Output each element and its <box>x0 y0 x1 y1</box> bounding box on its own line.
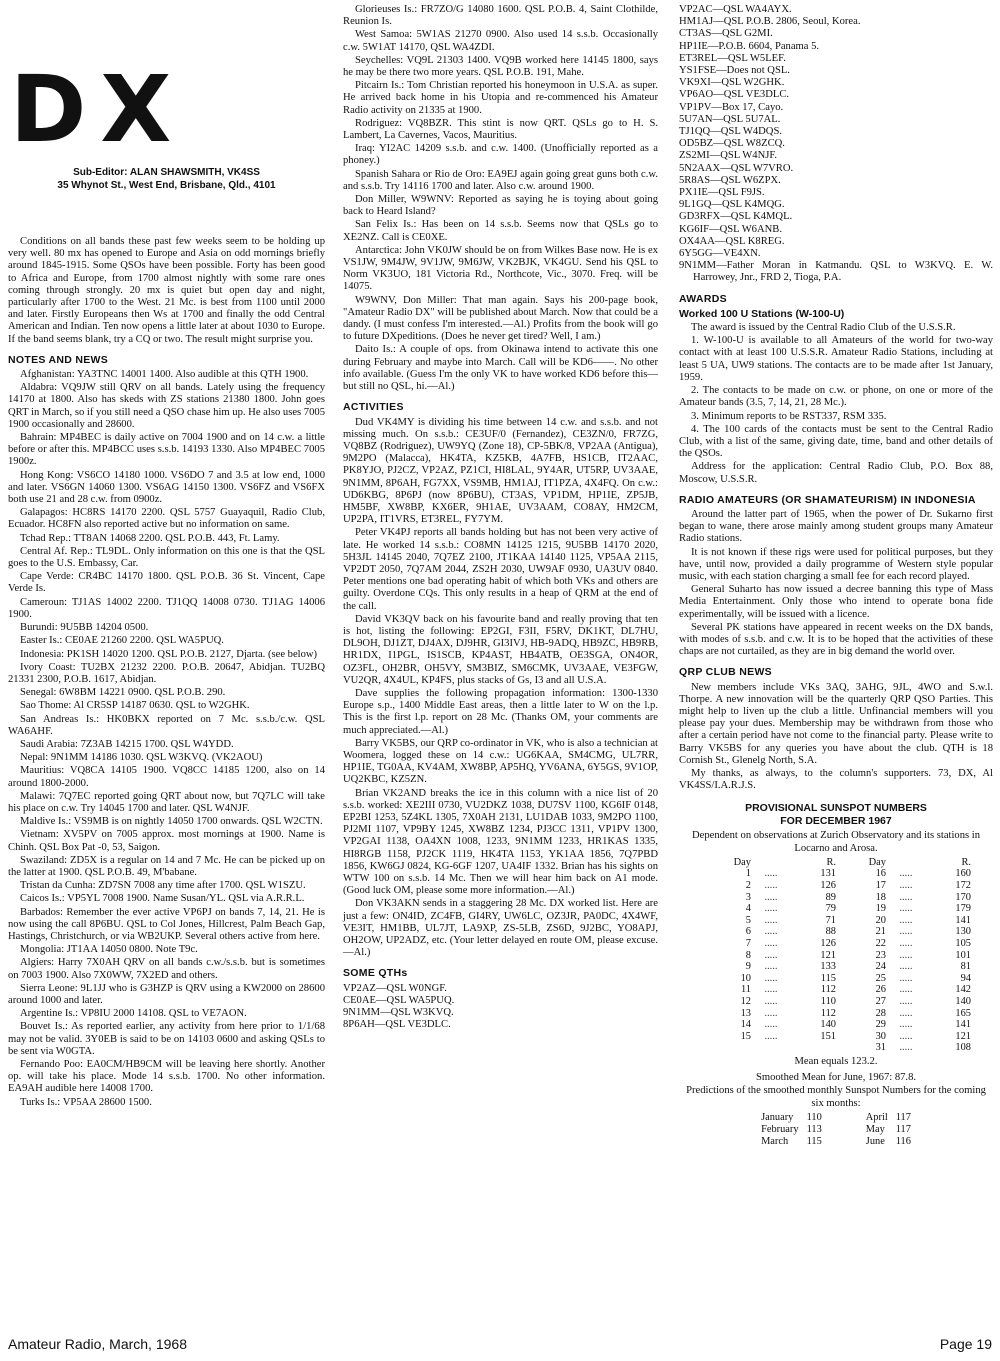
sunspot-cell: 89 <box>825 891 836 903</box>
sunspot-row <box>701 1042 971 1054</box>
news-item: Hong Kong: VS6CO 14180 1000. VS6DO 7 and 3.5 at low end, 1000 and later. VS6GN 14060 1300. VS6AG 14150 1300. VS6FZ and VS6FX both use 21 and 28 c.w. from 0900z. <box>8 469 325 506</box>
sunspot-cell: 18 <box>875 891 886 903</box>
sunspot-cell: 27 <box>875 995 886 1007</box>
prediction-month: January <box>761 1111 794 1123</box>
news-item: Don Miller, W9WNV: Reported as saying he is toying about going back to Heard Island? <box>343 194 658 218</box>
news-item: Pitcairn Is.: Tom Christian reported his honeymoon in U.S.A. as super. He arrived back home in his Utopia and re-commenced his Amateur Radio activity on 21335 at 1900. <box>343 80 658 116</box>
sunspot-cell: 88 <box>825 926 836 938</box>
news-item: Central Af. Rep.: TL9DL. Only information on this one is that the QSL goes to the U.S. Embassy, Car. <box>8 545 325 570</box>
sunspot-cell: 15 <box>740 1030 751 1042</box>
prediction-month: April <box>865 1111 888 1123</box>
sunspot-cell: 19 <box>875 903 886 915</box>
news-item: Sao Thome: Al CR5SP 14187 0630. QSL to W2GHK. <box>20 700 250 712</box>
award-rule: 4. The 100 cards of the contacts must be sent to the Central Radio Club, with a list of the same, giving date, time, band and other details of the QSOs. <box>679 423 993 460</box>
qth-entry: 9L1GQ—QSL K4MQG. <box>679 199 785 211</box>
sunspot-header-row <box>701 857 971 869</box>
qth-entry: HP1IE—P.O.B. 6604, Panama 5. <box>679 40 820 52</box>
news-item: Iraq: YI2AC 14209 s.s.b. and c.w. 1400. (Unofficially reported as a phoney.) <box>343 143 658 167</box>
subeditor-line: Sub-Editor: ALAN SHAWSMITH, VK4SS <box>73 167 260 178</box>
sunspot-row <box>701 892 971 904</box>
column-title: DX <box>10 56 186 163</box>
qth-entry: OX4AA—QSL K8REG. <box>679 235 785 247</box>
leader-dots: ..... <box>764 995 778 1007</box>
award-rule: 3. Minimum reports to be RST337, RSM 335. <box>691 410 887 422</box>
news-item: Barbados: Remember the ever active VP6PJ on bands 7, 14, 21. He is now using the call 8P6BU. QSL to Col Jones, Hillcrest, Palm Beach Gap, Hastings, Christchurch, or via WB2UKP. Several others active from here. <box>8 906 325 942</box>
news-item: Glorieuses Is.: FR7ZO/G 14080 1600. QSL P.O.B. 4, Saint Clothilde, Reunion Is. <box>343 4 658 28</box>
sunspot-cell: 133 <box>820 961 836 973</box>
news-item: Mauritius: VQ8CA 14105 1900. VQ8CC 14185 1200, also on 14 around 1800-2000. <box>8 765 325 789</box>
qth-entry: CT3AS—QSL G2MI. <box>679 28 773 40</box>
sunspot-row <box>701 926 971 938</box>
leader-dots <box>751 1042 791 1054</box>
section-heading-notes: NOTES AND NEWS <box>8 353 109 366</box>
prediction-value: 113 <box>806 1123 822 1135</box>
qth-entry: HM1AJ—QSL P.O.B. 2806, Seoul, Korea. <box>679 16 861 28</box>
sunspot-cell: 10 <box>740 972 751 984</box>
qth-entry: VK9XI—QSL W2GHK. <box>679 77 785 89</box>
prediction-value: 110 <box>806 1111 822 1123</box>
prediction-month: May <box>865 1123 885 1135</box>
sunspot-cell: 31 <box>875 1042 886 1054</box>
sunspot-cell: 151 <box>820 1030 836 1042</box>
leader-dots: ..... <box>764 1019 778 1031</box>
section-heading-activities: ACTIVITIES <box>343 401 404 414</box>
news-item: Mongolia: JT1AA 14050 0800. Note T9c. <box>20 944 198 956</box>
leader-dots: ..... <box>764 891 778 903</box>
sunspot-cell: 13 <box>740 1007 751 1019</box>
sunspot-cell: 79 <box>825 903 836 915</box>
sunspot-cell: 7 <box>745 937 751 949</box>
sunspot-cell: 17 <box>875 879 886 891</box>
sunspot-cell: 8 <box>745 949 751 961</box>
sunspot-row <box>701 938 971 950</box>
article-paragraph: General Suharto has now issued a decree banning this type of Mass Media Entertainment. Only those who intend to operate bona fide experimentally, will be issued with a licence. <box>679 584 993 620</box>
news-item: Seychelles: VQ9L 21303 1400. VQ9B worked here 14145 1800, says he may be there two more years. QSL P.O.B. 191, Mahe. <box>343 54 658 79</box>
sunspot-cell: 21 <box>875 926 886 938</box>
sunspot-cell: 105 <box>955 937 971 949</box>
news-item: West Samoa: 5W1AS 21270 0900. Also used 14 s.s.b. Occasionally c.w. 5W1AT 14170, QSL WA4ZDI. <box>343 29 658 53</box>
sunspot-cell: 112 <box>820 1007 836 1019</box>
qth-entry: 5U7AN—QSL 5U7AL. <box>679 113 781 125</box>
article-paragraph: It is not known if these rigs were used for political purposes, but they have, until now, provided a daily programme of Western style popular music, with each station charging a small fee for each record played. <box>679 546 993 582</box>
leader-dots: ..... <box>764 949 778 961</box>
news-item: Turks Is.: VP5AA 28600 1500. <box>20 1096 152 1108</box>
sunspot-cell: 160 <box>955 868 971 880</box>
sunspot-cell <box>791 1042 836 1054</box>
qth-entry: 6Y5GG—VE4XN. <box>679 248 761 260</box>
qths-list <box>343 983 658 1032</box>
sunspot-cell: 23 <box>875 949 886 961</box>
leader-dots: ..... <box>899 1030 913 1042</box>
news-item: Afghanistan: YA3TNC 14001 1400. Also audible at this QTH 1900. <box>20 369 309 381</box>
sunspot-cell: 141 <box>955 1019 971 1031</box>
qth-entry: VP2AC—QSL WA4AYX. <box>679 4 792 15</box>
column-1 <box>8 236 325 1110</box>
prediction-month: June <box>865 1135 885 1147</box>
column-3 <box>679 4 993 1148</box>
leader-dots: ..... <box>899 868 913 880</box>
news-item: Senegal: 6W8BM 14221 0900. QSL P.O.B. 290. <box>20 687 226 699</box>
award-rule: 2. The contacts to be made on c.w. or phone, on one or more of the Amateur bands (3.5, 7, 14, 21, 28 Mc.). <box>679 385 993 409</box>
leader-dots: ..... <box>899 914 913 926</box>
news-item: Cape Verde: CR4BC 14170 1800. QSL P.O.B. 36 St. Vincent, Cape Verde Is. <box>8 571 325 595</box>
sunspot-cell: 25 <box>875 972 886 984</box>
news-item: Argentine Is.: VP8IU 2000 14108. QSL to VE7AON. <box>20 1008 247 1020</box>
award-rule: The award is issued by the Central Radio Club of the U.S.S.R. <box>691 322 956 334</box>
qth-entry: KG6IF—QSL W6ANB. <box>679 223 782 235</box>
sunspot-title-line-2: FOR DECEMBER 1967 <box>780 815 892 828</box>
sunspot-cell: 71 <box>825 914 836 926</box>
sunspot-cell: 170 <box>955 891 971 903</box>
sunspot-cell: 94 <box>960 972 971 984</box>
sunspot-cell: 9 <box>745 961 751 973</box>
leader-dots: ..... <box>764 926 778 938</box>
sunspot-cell: 126 <box>820 879 836 891</box>
sunspot-cell: 16 <box>875 868 886 880</box>
qth-entry: GD3RFX—QSL K4MQL. <box>679 211 793 223</box>
sunspot-cell: 22 <box>875 937 886 949</box>
section-heading-qths: SOME QTHs <box>343 967 408 980</box>
qth-entry: OD5BZ—QSL W8ZCQ. <box>679 138 785 150</box>
sunspot-cell: 11 <box>740 984 751 996</box>
award-rule: 1. W-100-U is available to all Amateurs of the world for two-way contact with at least 100 U.S.S.R. Amateur Radio Stations, including at least 5 UA, UW9 stations. The contacts are to be made after 1st January, 1959. <box>679 335 993 383</box>
activity-paragraph: Dave supplies the following propagation information: 1300-1330 Europe s.p., 1400 Middle East areas, then a little later to W on the l.p. This is the first l.p. report on 28 Mc. (Thanks OM, your comments are much appreciated.—Al.) <box>343 687 658 736</box>
news-item: Nepal: 9N1MM 14186 1030. QSL W3KVQ. (VK2AOU) <box>20 752 263 764</box>
sunspot-cell: 6 <box>745 926 751 938</box>
sunspot-row <box>701 1008 971 1020</box>
sunspot-cell: 110 <box>820 995 836 1007</box>
masthead <box>8 56 325 192</box>
prediction-value: 116 <box>895 1135 911 1147</box>
news-item: Burundi: 9U5BB 14204 0500. <box>20 622 149 634</box>
sunspot-cell: 130 <box>955 926 971 938</box>
column-2 <box>343 4 658 1031</box>
sunspot-cell: 115 <box>820 972 836 984</box>
news-item: Maldive Is.: VS9MB is on nightly 14050 1700 onwards. QSL W2CTN. <box>20 816 323 828</box>
sunspot-row <box>701 984 971 996</box>
sunspot-cell: 140 <box>955 995 971 1007</box>
awards-list <box>679 322 993 486</box>
activities-list <box>343 417 658 960</box>
sunspot-title-line-1: PROVISIONAL SUNSPOT NUMBERS <box>745 802 927 815</box>
news-item: Indonesia: PK1SH 14020 1200. QSL P.O.B. 2127, Djarta. (see below) <box>20 648 318 660</box>
sunspot-cell: 29 <box>875 1019 886 1031</box>
leader-dots: ..... <box>764 868 778 880</box>
sunspot-row <box>701 1031 971 1043</box>
activity-paragraph: Brian VK2AND breaks the ice in this column with a nice list of 20 s.s.b. worked: XE2III 0730, VU2DKZ 1038, DU7SV 1100, KG6IF 0148, EP2BI 1253, 5Z4KL 1305, 7X0AH 2131, LU1DAB 1033, 9M2PO 1100, PJ2MI 1107, VP9BY 1245, XW8BZ 1234, PJ3CC 1311, VP1PV 1300, VP2GAI 1138, OA4XN 1008, 1233, 9N1MM 1233, HR1KAS 1335, HI8RGB 1158, PJ2CK 1119, HK4TA 1153, YK1AA 1856, 7Q7PBD 1856, KW6GJ 0824, KG-6GF 1207, UA4IF 1332. Brian has his sights on WTW 100 on s.s.b. 14 Mc. Then we will hear him back on A1 mode. (Good luck OM, please some more information.—Al.) <box>343 787 658 897</box>
activity-paragraph: Don VK3AKN sends in a staggering 28 Mc. DX worked list. Here are just a few: ON4ID, ZC4FB, GI4RY, UW6LC, OZ3JR, PA0DC, 4X4WF, VE3IT, HM1BB, UL7JT, LA9XP, ZS-5LB, ZS6D, 9J2BC, YO8APJ, OH2OW, UP2ADZ, etc. (Your letter delayed en route OM, please excuse.—Al.) <box>343 898 658 959</box>
footer-page-number: Page 19 <box>939 1336 992 1352</box>
qth-entry: ET3REL—QSL W5LEF. <box>679 52 786 64</box>
sunspot-row <box>701 903 971 915</box>
leader-dots: ..... <box>764 914 778 926</box>
sunspot-cell: 121 <box>955 1030 971 1042</box>
news-item: Aldabra: VQ9JW still QRV on all bands. Lately using the frequency 14170 at 1800. Also has skeds with ZS stations 21380 1800. John goes QRT in March, so if you still need a QSO chase him up. He also uses 7005 1900 occasionally and 28600. <box>8 382 325 430</box>
activity-paragraph: Barry VK5BS, our QRP co-ordinator in VK, who is also a technician at Woomera, logged these on 14 c.w.: UG6KAA, SM4CMG, UL7RR, HP1IE, TG0AA, KV4AM, XW8BP, AP5HQ, YV6ANA, 6Y5GS, 9V1OP, UQ2KBC, KZ5ZN. <box>343 737 658 786</box>
sunspot-cell: 14 <box>740 1019 751 1031</box>
leader-dots: ..... <box>899 1042 913 1054</box>
leader-dots: ..... <box>899 1007 913 1019</box>
sunspot-intro: Dependent on observations at Zurich Observatory and its stations in Locarno and Arosa. <box>691 830 981 854</box>
news-item: Spanish Sahara or Rio de Oro: EA9EJ again going great guns both c.w. and s.s.b. Try 14116 1700 and later. Also c.w. around 1900. <box>343 168 658 192</box>
predictions-table <box>757 1112 915 1148</box>
sunspot-cell: 3 <box>745 891 751 903</box>
sunspot-cell: 131 <box>820 868 836 880</box>
article-paragraph: Several PK stations have appeared in recent weeks on the DX bands, with modes of s.s.b. and c.w. It is to be hoped that the activities of these chaps are not curtailed, as they are in big demand the world over. <box>679 621 993 658</box>
leader-dots: ..... <box>899 937 913 949</box>
sunspot-row <box>701 996 971 1008</box>
leader-dots: ..... <box>764 937 778 949</box>
news-item: San Andreas Is.: HK0BKX reported on 7 Mc. s.s.b./c.w. QSL WA6AHF. <box>8 713 325 737</box>
sunspot-cell: 108 <box>955 1042 971 1054</box>
news-item: Malawi: 7Q7EC reported going QRT about now, but 7Q7LC will take his place on c.w. Try 14045 1700 and later. QSL W4NJF. <box>8 790 325 814</box>
qth-entry: 9N1MM—Father Moran in Katmandu. QSL to W3KVQ. E. W. Harrowey, Jnr., FRD 2, Tioga, P.A. <box>679 260 993 284</box>
subeditor-address: 35 Whynot St., West End, Brisbane, Qld., 4101 <box>57 180 276 191</box>
sunspot-row <box>701 868 971 880</box>
prediction-row <box>757 1136 915 1148</box>
qsl-list <box>679 4 993 285</box>
news-item: Cameroun: TJ1AS 14002 2200. TJ1QQ 14008 0730. TJ1AG 14006 1900. <box>8 596 325 620</box>
qth-entry: 5R8AS—QSL W6ZPX. <box>679 174 781 186</box>
leader-dots: ..... <box>899 891 913 903</box>
news-item: Fernando Poo: EA0CM/HB9CM will be leaving here shortly. Another op. will take his place. Mode 14 s.s.b. 1700. No other information. EA9AH audible here 14008 1700. <box>8 1059 325 1095</box>
news-item: Tristan da Cunha: ZD7SN 7008 any time after 1700. QSL W1SZU. <box>20 880 306 892</box>
notes-list <box>8 369 325 1109</box>
sunspot-cell: 172 <box>955 879 971 891</box>
sunspot-cell: 121 <box>820 949 836 961</box>
news-item: Swaziland: ZD5X is a regular on 14 and 7 Mc. He can be picked up on the latter at 1900. QSL P.O.B. 49, M'babane. <box>8 854 325 878</box>
news-item: Antarctica: John VK0JW should be on from Wilkes Base now. He is ex VS1JW, 9M4JW, 9V1JW, 9M6JW, VK2BJK, VK4GU. Send his QSL to Norm VK3UO, 181 Victoria Rd., Northcote, Vic., 3070. Freq. will be 14075. <box>343 244 658 293</box>
sunspot-cell: 81 <box>960 961 971 973</box>
sunspot-cell: 24 <box>875 961 886 973</box>
award-rule: Address for the application: Central Radio Club, P.O. Box 88, Moscow, U.S.S.R. <box>679 461 993 485</box>
leader-dots: ..... <box>899 926 913 938</box>
sunspot-title <box>679 802 993 828</box>
sunspot-header-day-2: Day <box>868 856 886 868</box>
qrp-paragraph: New members include VKs 3AQ, 3AHG, 9JL, 4WO and S.w.l. Thorpe. A new innovation will be the quarterly QRP QSO Parties. This might help to liven up the club a little. Unfinancial members will you please pay your dues. Membership may be withdrawn from those who after a certain period have not come to the financial party. Please write to Barry VK5BS for any queries you have about the club. QTH is 18 Cornish St., Glenelg North, S.A. <box>679 681 993 766</box>
sunspot-cell: 28 <box>875 1007 886 1019</box>
qth-entry: 9N1MM—QSL W3KVQ. <box>343 1007 454 1019</box>
footer-publication: Amateur Radio, March, 1968 <box>8 1336 187 1352</box>
news-item: Vietnam: XV5PV on 7005 approx. most mornings at 1900. Name is Chinh. QSL Box Pat -0, 53, Saigon. <box>8 829 325 853</box>
leader-dots: ..... <box>764 984 778 996</box>
leader-dots: ..... <box>899 903 913 915</box>
prediction-row <box>757 1124 915 1136</box>
notes-continued <box>343 4 658 393</box>
news-item: Caicos Is.: VP5YL 7008 1900. Name Susan/YL. QSL via A.R.R.L. <box>20 893 305 905</box>
leader-dots: ..... <box>764 961 778 973</box>
leader-dots: ..... <box>899 879 913 891</box>
activity-paragraph: Dud VK4MY is dividing his time between 14 c.w. and s.s.b. and not missing much. On s.s.b.: CE3UF/0 (Fernandez), CE3ZN/0, FR7ZG, VQ8BZ (Rodriguez), UW9YQ (Zone 18), CP-5BK/8, VP2AA (Antigua), 9M2PO (Malacca), HK4TA, KZ5KB, 4A7FB, HS1CB, IT2AAC, PK8YJO, PJ2CZ, VP2AZ, PZ1CI, HI8LAL, 9Y4AR, UT5RP, UV3AAE, 9N1MM, 8P6AH, FG7XX, VS9MB, HM1AJ, IT1PZA, 4X4FQ. On c.w.: UD6KBG, 8P6PJ (now 8P6BU), CT3AS, VP1DM, HP1IE, ZP5JB, HM5BF, XW8BP, KX6ER, 9H1AE, UV3AAM, CO8AY, HM2CM, UP2PA, IT1VRS, ET3REL, FY7YM. <box>343 416 658 526</box>
sunspot-row <box>701 950 971 962</box>
qth-entry: TJ1QQ—QSL W4DQS. <box>679 126 782 138</box>
prediction-value: 117 <box>895 1123 911 1135</box>
leader-dots: ..... <box>899 1019 913 1031</box>
news-item: W9WNV, Don Miller: That man again. Says his 200-page book, "Amateur Radio DX" will be published about March. Now that could be a dandy. (I must confess I'm interested.—Al.) Profits from the book will go to future DXpeditions. (Does he never get tired? Well, I am.) <box>343 294 658 343</box>
sunspot-row <box>701 1019 971 1031</box>
leader-dots: ..... <box>764 972 778 984</box>
sunspot-cell: 5 <box>745 914 751 926</box>
prediction-value: 115 <box>806 1135 822 1147</box>
qth-entry: PX1IE—QSL F9JS. <box>679 187 765 199</box>
news-item: Sierra Leone: 9L1JJ who is G3HZP is QRV using a KW2000 on 28600 around 1000 and later. <box>8 982 325 1006</box>
sunspot-cell <box>701 1042 751 1054</box>
qth-entry: VP6AO—QSL VE3DLC. <box>679 89 790 101</box>
sunspot-cell: 30 <box>875 1030 886 1042</box>
qth-entry: ZS2MI—QSL W4NJF. <box>679 150 778 162</box>
qth-entry: YS1FSE—Does not QSL. <box>679 65 790 77</box>
sunspot-row <box>701 915 971 927</box>
qth-entry: VP2AZ—QSL W0NGF. <box>343 982 447 994</box>
section-heading-awards: AWARDS <box>679 292 727 305</box>
sunspot-cell: 126 <box>820 937 836 949</box>
sunspot-header-r-2: R. <box>961 856 971 868</box>
award-title: Worked 100 U Stations (W-100-U) <box>679 307 845 320</box>
sunspot-cell: 2 <box>745 879 751 891</box>
activity-paragraph: Peter VK4PJ reports all bands holding but has not been very active of late. He worked 14 s.s.b.: CO8MN 14125 1215, 9U5BB 14170 2020, 5H3JL 14145 2040, 7Q7EZ 2100, JT1KAA 14140 1125, VP5AA 2115, VP2DT 2050, 7Q7AM 2044, ZS2H 2030, UW9AF 0930, UA3UV 0840. Peter mentions one bad operating habit of which both VKs and others are guilty. Overdone CQs. This only results in a heap of QRM at the end of the call. <box>343 527 658 612</box>
sunspot-cell: 140 <box>820 1019 836 1031</box>
sunspot-row <box>701 880 971 892</box>
sunspot-cell: 141 <box>955 914 971 926</box>
leader-dots: ..... <box>764 1030 778 1042</box>
activity-paragraph: David VK3QV back on his favourite band and really proving that ten is hot, listing the following: EP2GI, F3II, F5RV, DK1KT, DL7HU, DL9OH, DJ1ZT, DJ4AX, DJ9HR, GI3IVJ, HB-9ADQ, HB9ZC, HB9RB, HR1DX, I1PGL, IS1SCB, KP4AST, HB4ATB, OE3SGA, ON4OR, OZ3FL, OH2BR, OH5VY, SM3BIZ, SM6CMK, UV3AAE, VE3FGW, VU2QR, 4X4UL, KP4FS, plus stacks of Gs, I3 and all U.S.A. <box>343 613 658 686</box>
qrp-list <box>679 682 993 793</box>
smoothed-mean: Smoothed Mean for June, 1967: 87.8. <box>755 1072 917 1084</box>
leader-dots: ..... <box>899 984 913 996</box>
qrp-paragraph: My thanks, as always, to the column's supporters. 73, DX, Al VK4SS/I.A.R.J.S. <box>679 767 993 792</box>
leader-dots: ..... <box>764 903 778 915</box>
sunspot-header-day-1: Day <box>733 856 751 868</box>
sunspot-row <box>701 973 971 985</box>
news-item: Algiers: Harry 7X0AH QRV on all bands c.w./s.s.b. but is sometimes on 7003 1900. Also 7X0WW, 7X2ED and others. <box>8 957 325 981</box>
article-paragraph: Around the latter part of 1965, when the power of Dr. Sukarno first began to wane, there arose mainly among student groups many Amateur Radio stations. <box>679 508 993 545</box>
qth-entry: 5N2AAX—QSL W7VRO. <box>679 162 794 174</box>
section-heading-indonesia: RADIO AMATEURS (OR SHAMATEURISM) IN INDONESIA <box>679 493 976 506</box>
news-item: Saudi Arabia: 7Z3AB 14215 1700. QSL W4YDD. <box>20 738 234 750</box>
sunspot-header-r-1: R. <box>826 856 836 868</box>
news-item: Bahrain: MP4BEC is daily active on 7004 1900 and on 14 c.w. a little before or after this. MP4BCC uses s.s.b. 14193 1330. Also MP4BEC 7005 1900z. <box>8 432 325 468</box>
sunspot-row <box>701 961 971 973</box>
sunspot-cell: 26 <box>875 984 886 996</box>
leader-dots: ..... <box>899 972 913 984</box>
news-item: Ivory Coast: TU2BX 21232 2200. P.O.B. 20647, Abidjan. TU2BQ 21331 2300, P.O.B. 1617, Abidjan. <box>8 661 325 685</box>
leader-dots: ..... <box>899 995 913 1007</box>
news-item: Rodriguez: VQ8BZR. This stint is now QRT. QSLs go to H. S. Lambert, La Cavernes, Vacos, Mauritius. <box>343 117 658 142</box>
leader-dots: ..... <box>899 961 913 973</box>
news-item: Bouvet Is.: As reported earlier, any activity from here prior to 1/1/68 may not be valid. 3Y0EB is said to be on 14103 0600 and asking QSLs to be sent via W0GTA. <box>8 1021 325 1057</box>
leader-dots: ..... <box>764 879 778 891</box>
sunspot-cell: 12 <box>740 995 751 1007</box>
indonesia-list <box>679 509 993 658</box>
leader-dots: ..... <box>764 1007 778 1019</box>
sunspot-mean: Mean equals 123.2. <box>794 1055 878 1067</box>
intro-paragraph: Conditions on all bands these past few weeks seem to be holding up very well. 80 mx has opened to Europe and Asia on odd mornings briefly around 1845-1915. Some QSOs have been possible. Forty has been good to Africa and Europe, from 1700 almost nightly with some rare ones coming through strongly. 20 mx is quiet but open day and night, particularly after 1700 to the West. 21 Mc. is best from 1100 until 2000 and later. Firstly Europeans then Ws at 1700 and finally the odd Central American and Indian. Ten now opens a little later at about 1030 to Europe. If the band seems blank, try a CQ or two. The result might surprise you. <box>8 236 325 345</box>
leader-dots: ..... <box>899 949 913 961</box>
sunspot-cell: 20 <box>875 914 886 926</box>
sunspot-cell: 112 <box>820 984 836 996</box>
sunspot-cell: 179 <box>955 903 971 915</box>
qth-entry: CE0AE—QSL WA5PUQ. <box>343 994 455 1006</box>
section-heading-qrp: QRP CLUB NEWS <box>679 666 772 679</box>
predictions-intro: Predictions of the smoothed monthly Sunspot Numbers for the coming six months: <box>686 1085 986 1109</box>
sunspot-cell: 101 <box>955 949 971 961</box>
sunspot-table <box>701 857 971 1054</box>
prediction-month: February <box>761 1123 799 1135</box>
prediction-value: 117 <box>895 1111 911 1123</box>
sunspot-cell: 165 <box>955 1007 971 1019</box>
sunspot-cell: 4 <box>745 903 751 915</box>
news-item: Tchad Rep.: TT8AN 14068 2200. QSL P.O.B. 443, Ft. Lamy. <box>20 532 280 544</box>
sunspot-cell: 1 <box>745 868 751 880</box>
news-item: San Felix Is.: Has been on 14 s.s.b. Seems now that QSLs go to XE2NZ. Call is CE0XE. <box>343 219 658 243</box>
qth-entry: 8P6AH—QSL VE3DLC. <box>343 1019 451 1031</box>
qth-entry: VP1PV—Box 17, Cayo. <box>679 101 784 113</box>
news-item: Galapagos: HC8RS 14170 2200. QSL 5757 Guayaquil, Radio Club, Ecuador. HC8FN also reported active but no information on same. <box>8 507 325 531</box>
news-item: Easter Is.: CE0AE 21260 2200. QSL WA5PUQ. <box>20 635 224 647</box>
news-item: Daito Is.: A couple of ops. from Okinawa intend to activate this one during February and maybe into March. Call will be KD6——. No other info available. (Guess I'm the only VK to have worked KD6 before this—but still no QSL, hi.—Al.) <box>343 344 658 393</box>
sunspot-cell: 142 <box>955 984 971 996</box>
prediction-row <box>757 1112 915 1124</box>
prediction-month: March <box>761 1135 789 1147</box>
